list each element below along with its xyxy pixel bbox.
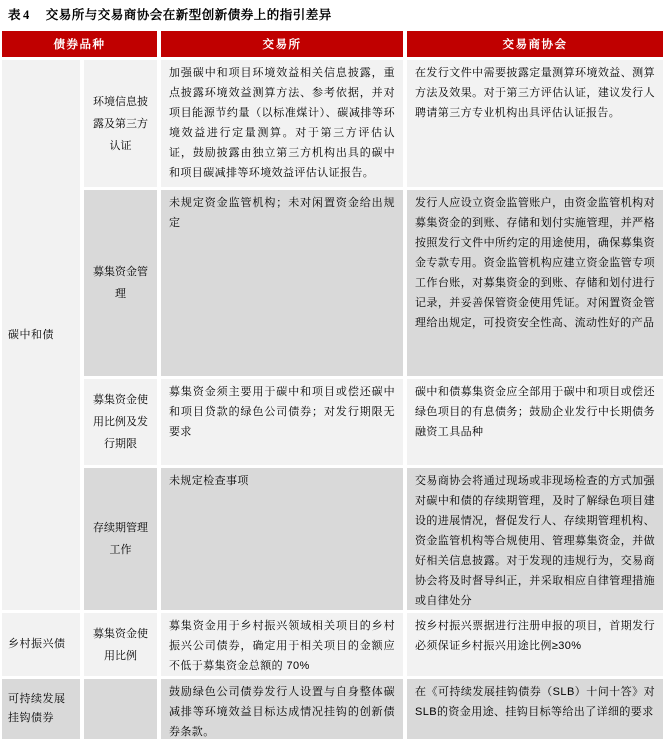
- aspect-funds-management: 募集资金管理: [84, 190, 157, 376]
- comparison-table: [2, 31, 663, 739]
- category-carbon-neutral-bond: 碳中和债: [2, 60, 80, 610]
- category-sustainability-linked-bond: 可持续发展挂钩债券: [2, 679, 80, 739]
- association-usage-ratio-term: 碳中和债募集资金应全部用于碳中和项目或偿还绿色项目的有息债务；鼓励企业发行中长期债务融资工具品种: [407, 379, 663, 465]
- header-exchange: 交易所: [161, 31, 403, 57]
- aspect-rural-usage-ratio: 募集资金使用比例: [84, 613, 157, 676]
- table-label: 表: [8, 8, 22, 22]
- exchange-funds-management: 未规定资金监管机构；未对闲置资金给出规定: [161, 190, 403, 376]
- exchange-duration-management: 未规定检查事项: [161, 468, 403, 610]
- category-rural-revitalization-bond: 乡村振兴债: [2, 613, 80, 676]
- table-title-text: 交易所与交易商协会在新型创新债券上的指引差异: [45, 8, 332, 22]
- exchange-usage-ratio-term: 募集资金须主要用于碳中和项目或偿还碳中和项目贷款的绿色公司债券；对发行期限无要求: [161, 379, 403, 465]
- association-funds-management: 发行人应设立资金监管账户，由资金监管机构对募集资金的到账、存储和划付实施管理，并严格按照发行文件中所约定的用途使用，确保募集资金专款专用。资金监管机构应建立资金监管专项工作台账，对募集资金的到账、存储和划付进行记录，并妥善保管资金使用凭证。对闲置资金管理给出规定，可投资安全性高、流动性好的产品: [407, 190, 663, 376]
- aspect-duration-management: 存续期管理工作: [84, 468, 157, 610]
- aspect-slb-empty: [84, 679, 157, 739]
- exchange-env-disclosure: 加强碳中和项目环境效益相关信息披露，重点披露环境效益测算方法、参考依据，并对项目能源节约量（以标准煤计）、碳减排等环境效益进行定量测算。对于第三方评估认证，鼓励披露由独立第三方机构出具的碳中和项目碳减排等环境效益评估认证报告。: [161, 60, 403, 187]
- association-rural-usage-ratio: 按乡村振兴票据进行注册申报的项目，首期发行必须保证乡村振兴用途比例≥30%: [407, 613, 663, 676]
- exchange-slb: 鼓励绿色公司债券发行人设置与自身整体碳减排等环境效益目标达成情况挂钩的创新债券条款。: [161, 679, 403, 739]
- table-number: 4: [23, 8, 30, 22]
- association-env-disclosure: 在发行文件中需要披露定量测算环境效益、测算方法及效果。对于第三方评估认证，建议发行人聘请第三方专业机构出具评估认证报告。: [407, 60, 663, 187]
- association-slb: 在《可持续发展挂钩债券（SLB）十问十答》对SLB的资金用途、挂钩目标等给出了详细的要求: [407, 679, 663, 739]
- aspect-usage-ratio-term: 募集资金使用比例及发行期限: [84, 379, 157, 465]
- header-bond-type: 债券品种: [2, 31, 157, 57]
- aspect-env-disclosure: 环境信息披露及第三方认证: [84, 60, 157, 187]
- association-duration-management: 交易商协会将通过现场或非现场检查的方式加强对碳中和债的存续期管理，及时了解绿色项目建设的进展情况，督促发行人、存续期管理机构、资金监管机构等合规使用、管理募集资金，并做好相关信息披露。对于发现的违规行为，交易商协会将及时督导纠正，并采取相应自律管理措施或自律处分: [407, 468, 663, 610]
- table-title: [8, 5, 332, 23]
- exchange-rural-usage-ratio: 募集资金用于乡村振兴领域相关项目的乡村振兴公司债券，确定用于相关项目的金额应不低于募集资金总额的 70%: [161, 613, 403, 676]
- header-association: 交易商协会: [407, 31, 663, 57]
